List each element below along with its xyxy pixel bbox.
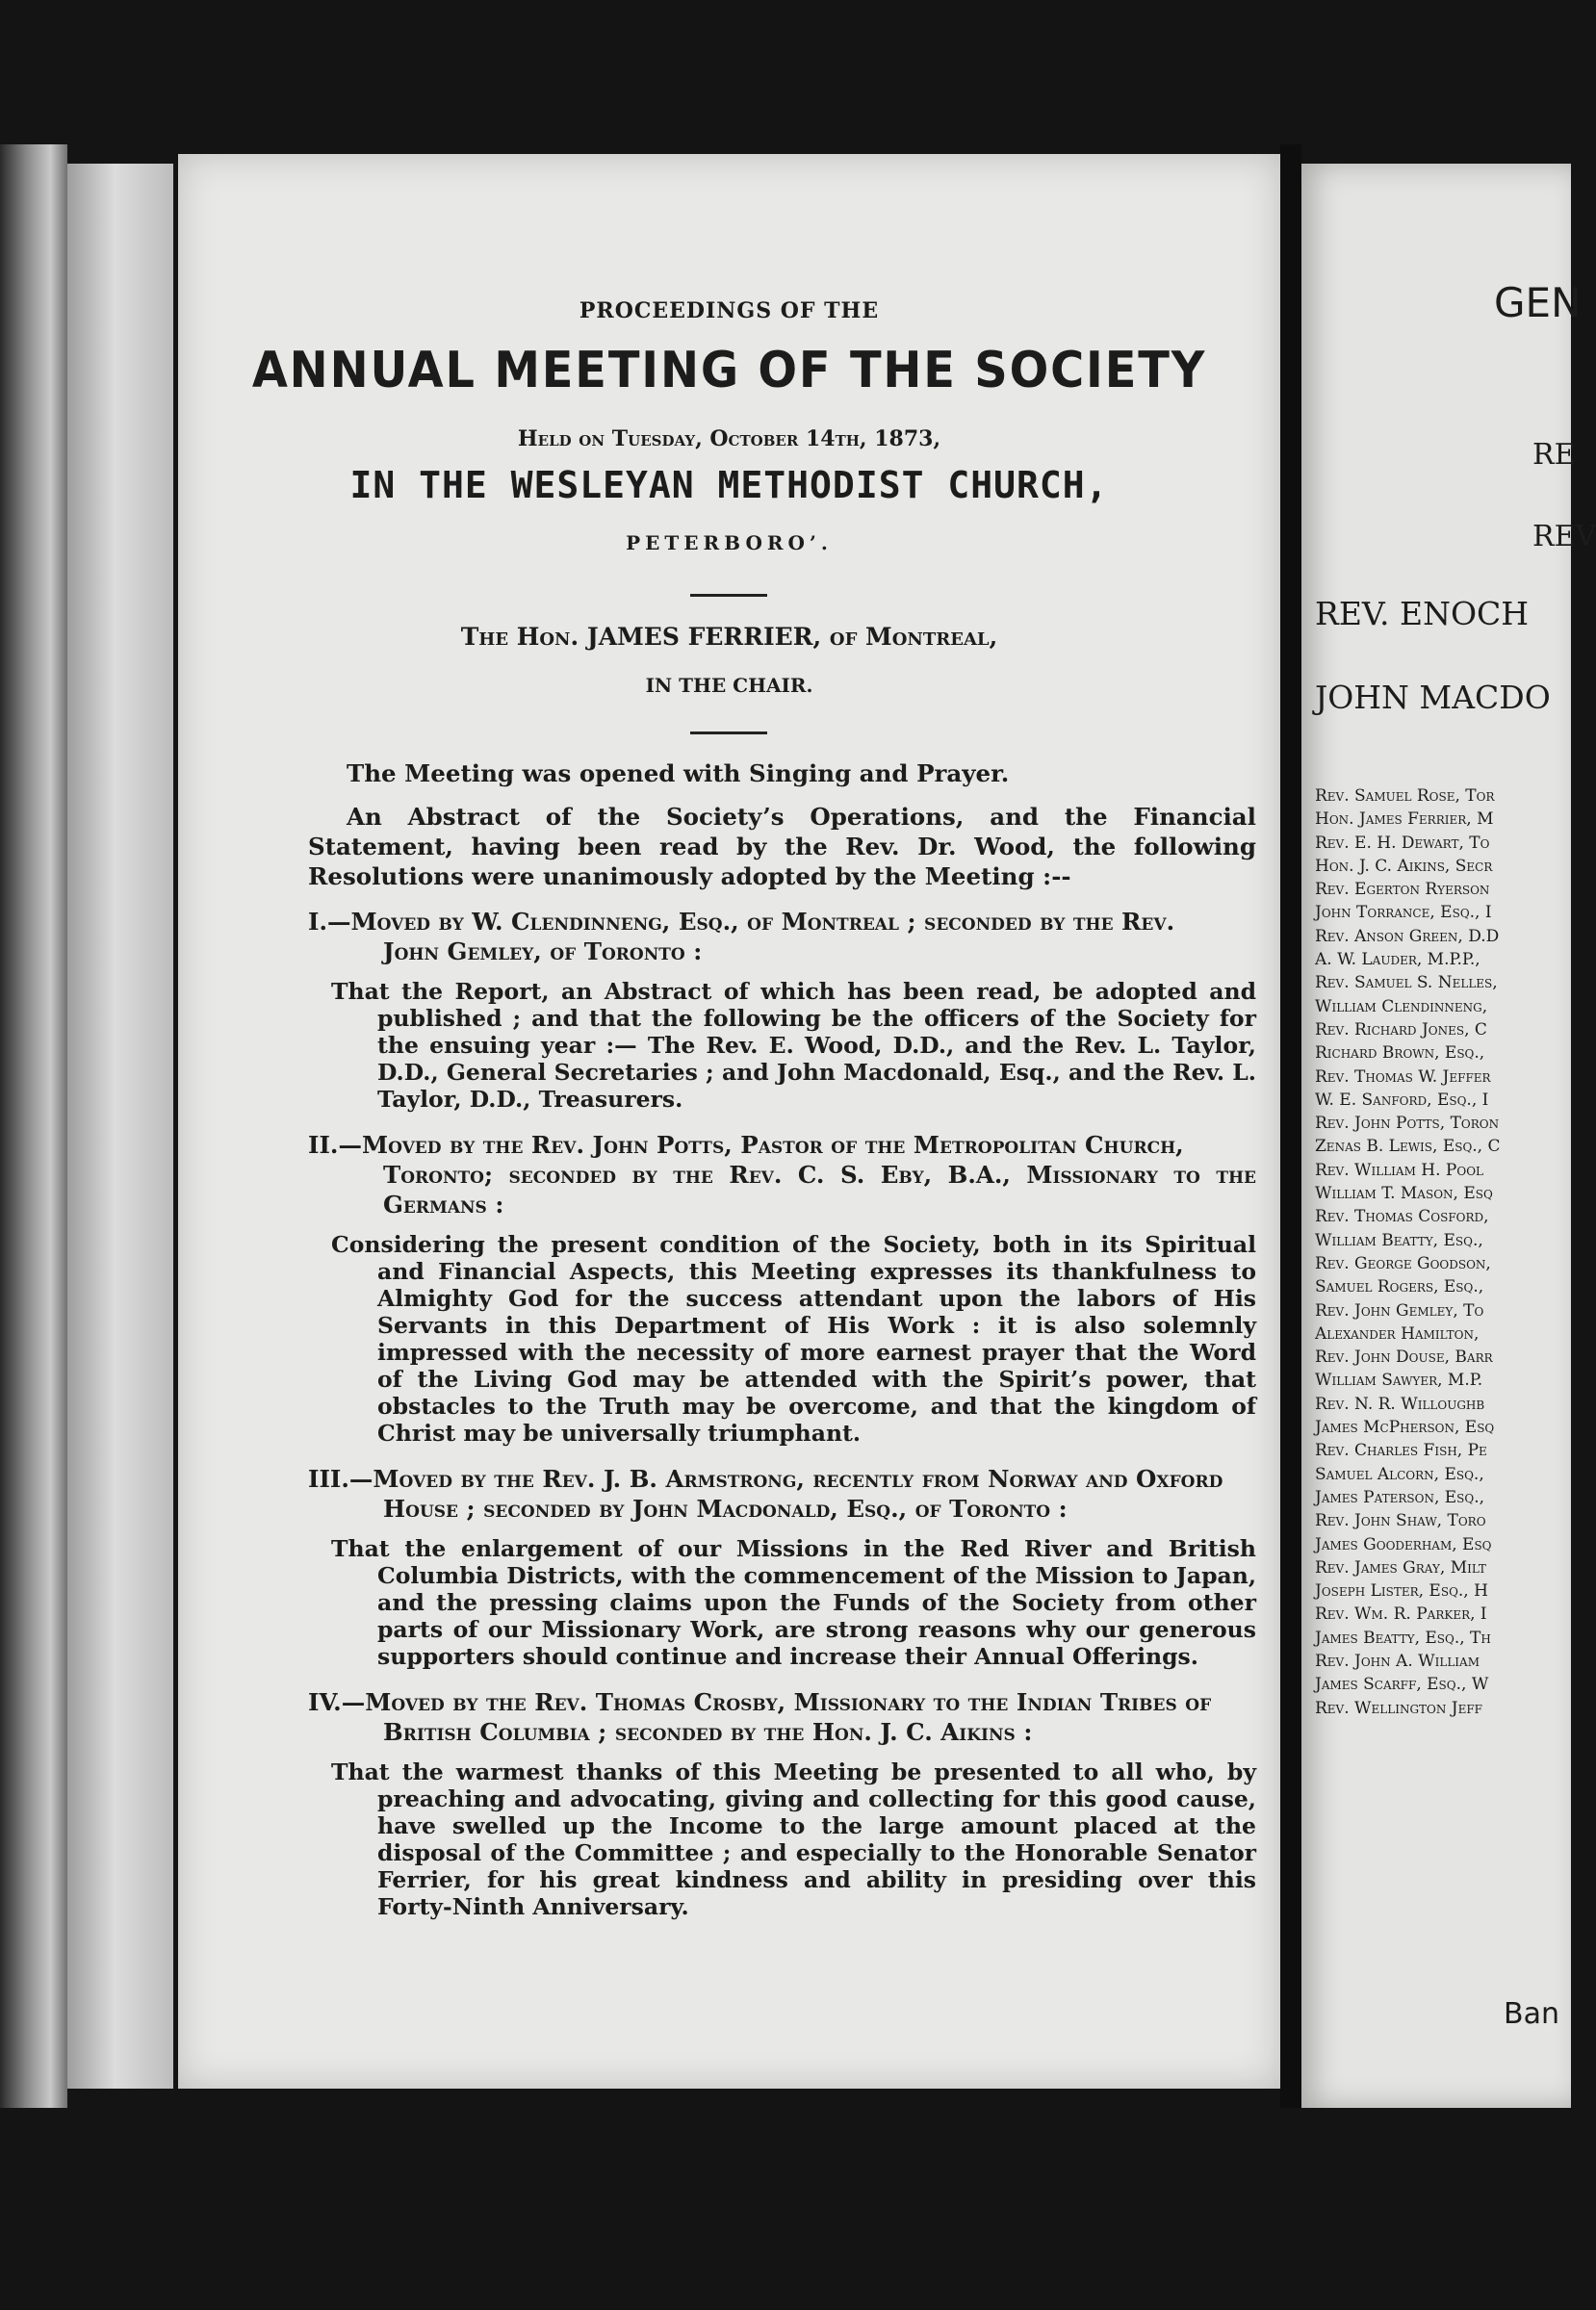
committee-name: Samuel Rogers, Esq., <box>1315 1277 1484 1297</box>
opening-paragraph: The Meeting was opened with Singing and Prayer. <box>347 759 1010 787</box>
committee-name: James Gooderham, Esq <box>1315 1534 1492 1554</box>
resolution-3: That the enlargement of our Missions in the Red River and British Columbia Districts, with the commencement of the Mission to Japan, and the pressing claims upon the Funds of the Society from other parts of our Missionary Work, are strong reasons why our generous supporters should continue and increase their Annual Offerings. <box>331 1535 1256 1670</box>
book-gutter <box>1280 144 1301 2108</box>
motion-mover-cont: House ; seconded by John Macdonald, Esq., of Toronto : <box>383 1495 1068 1523</box>
committee-name: Rev. Samuel S. Nelles, <box>1315 973 1498 993</box>
committee-name: Rev. Anson Green, D.D <box>1315 926 1500 946</box>
committee-name: James Beatty, Esq., Th <box>1315 1628 1491 1648</box>
committee-name: Rev. Charles Fish, Pe <box>1315 1441 1487 1461</box>
committee-name: William Sawyer, M.P. <box>1315 1371 1483 1391</box>
motion-numeral: IV. <box>308 1688 342 1716</box>
right-page-footer: Ban <box>1504 1997 1559 2031</box>
left-page <box>178 154 1280 2089</box>
committee-name: W. E. Sanford, Esq., I <box>1315 1090 1489 1110</box>
chair-line: The Hon. JAMES FERRIER, of Montreal, <box>460 623 998 651</box>
committee-name: Hon. James Ferrier, M <box>1315 809 1494 830</box>
right-page <box>1301 164 1596 2108</box>
committee-name: Rev. Samuel Rose, Tor <box>1315 786 1495 806</box>
motion-mover: —Moved by the Rev. Thomas Crosby, Missionary to the Indian Tribes of <box>341 1688 1212 1716</box>
committee-name: Rev. Thomas W. Jeffer <box>1315 1066 1491 1087</box>
meeting-date: Held on Tuesday, October 14th, 1873, <box>517 426 941 451</box>
right-page-subheading: REV <box>1532 520 1596 553</box>
committee-name: Rev. Egerton Ryerson <box>1315 880 1490 900</box>
abstract-paragraph: An Abstract of the Society’s Operations, and the Financial Statement, having been read by the Rev. Dr. Wood, the following Resolutions were unanimously adopted by the Meeting :-- <box>308 803 1256 890</box>
motion-2 <box>308 1130 1256 1219</box>
committee-name-list <box>1315 784 1501 1720</box>
motion-mover: —Moved by W. Clendinneng, Esq., of Montreal ; seconded by the Rev. <box>327 908 1175 936</box>
committee-name: Joseph Lister, Esq., H <box>1315 1581 1488 1602</box>
right-page-heading: GEN <box>1494 279 1582 326</box>
committee-name: John Torrance, Esq., I <box>1315 903 1492 923</box>
right-page-subheading: RE <box>1532 438 1576 472</box>
committee-name: Richard Brown, Esq., <box>1315 1043 1485 1064</box>
motion-numeral: I. <box>308 908 327 936</box>
committee-name: A. W. Lauder, M.P.P., <box>1315 950 1480 970</box>
right-page-officer: JOHN MACDO <box>1315 679 1551 716</box>
meeting-title: ANNUAL MEETING OF THE SOCIETY <box>251 342 1207 399</box>
committee-name: Rev. Wm. R. Parker, I <box>1315 1604 1487 1625</box>
committee-name: James McPherson, Esq <box>1315 1418 1495 1438</box>
committee-name: William Clendinneng, <box>1315 996 1488 1016</box>
committee-name: Rev. George Goodson, <box>1315 1253 1491 1273</box>
meeting-location: IN THE WESLEYAN METHODIST CHURCH, <box>349 464 1109 506</box>
motion-mover: —Moved by the Rev. John Potts, Pastor of the Metropolitan Church, <box>338 1131 1184 1159</box>
committee-name: James Paterson, Esq., <box>1315 1487 1485 1507</box>
proceedings-heading: PROCEEDINGS OF THE <box>579 298 880 323</box>
motion-3 <box>308 1464 1256 1524</box>
motion-numeral: III. <box>308 1465 349 1493</box>
motion-1 <box>308 907 1256 966</box>
committee-name: Rev. E. H. Dewart, To <box>1315 833 1490 853</box>
committee-name: Alexander Hamilton, <box>1315 1323 1480 1344</box>
committee-name: Hon. J. C. Aikins, Secr <box>1315 856 1493 876</box>
motion-mover: —Moved by the Rev. J. B. Armstrong, recently from Norway and Oxford <box>348 1465 1223 1493</box>
motion-mover-cont: John Gemley, of Toronto : <box>383 937 703 965</box>
motion-mover-cont: British Columbia ; seconded by the Hon. J. C. Aikins : <box>383 1718 1033 1746</box>
committee-name: Rev. John Douse, Barr <box>1315 1348 1493 1368</box>
committee-name: Rev. N. R. Willoughb <box>1315 1394 1485 1414</box>
meeting-town: PETERBORO’. <box>626 531 833 554</box>
committee-name: Rev. John Gemley, To <box>1315 1300 1484 1321</box>
committee-name: Rev. Richard Jones, C <box>1315 1019 1487 1040</box>
committee-name: William T. Mason, Esq <box>1315 1184 1493 1204</box>
committee-name: Rev. James Gray, Milt <box>1315 1557 1486 1578</box>
resolution-4: That the warmest thanks of this Meeting be presented to all who, by preaching and advocating, giving and collecting for this good cause, have swelled up the Income to the large amount placed at the disposal of the Committee ; and especially to the Honorable Senator Ferrier, for his great kindness and ability in presiding over this Forty-Ninth Anniversary. <box>331 1758 1256 1920</box>
committee-name: Rev. Thomas Cosford, <box>1315 1207 1489 1227</box>
divider-rule <box>690 732 767 734</box>
book-page-stack <box>67 164 173 2089</box>
book-left-edge <box>0 144 67 2108</box>
motion-numeral: II. <box>308 1131 339 1159</box>
resolution-2: Considering the present condition of the Society, both in its Spiritual and Financial Aspects, this Meeting expresses its thankfulness to Almighty God for the success attendant upon the labors of His Servants in this Department of His Work : it is also solemnly impressed with the necessity of more earnest prayer that the Word of the Living God may be attended with the Spirit’s power, that obstacles to the Truth may be overcome, and that the kingdom of Christ may be universally triumphant. <box>331 1231 1256 1447</box>
right-page-officer: REV. ENOCH <box>1315 595 1530 632</box>
motion-mover-cont: Toronto; seconded by the Rev. C. S. Eby, B.A., Missionary to the Germans : <box>383 1161 1256 1219</box>
motion-4 <box>308 1687 1256 1747</box>
committee-name: Rev. William H. Pool <box>1315 1160 1483 1180</box>
chair-subline: IN THE CHAIR. <box>645 674 813 697</box>
divider-rule <box>690 594 767 597</box>
committee-name: Rev. John Potts, Toron <box>1315 1114 1500 1134</box>
committee-name: Samuel Alcorn, Esq., <box>1315 1464 1484 1484</box>
committee-name: Rev. John A. William <box>1315 1651 1480 1671</box>
resolution-1: That the Report, an Abstract of which has been read, be adopted and published ; and that the following be the officers of the Society for the ensuing year :— The Rev. E. Wood, D.D., and the Rev. L. Taylor, D.D., General Secretaries ; and John Macdonald, Esq., and the Rev. L. Taylor, D.D., Treasurers. <box>331 978 1256 1113</box>
committee-name: Rev. John Shaw, Toro <box>1315 1511 1486 1531</box>
committee-name: Zenas B. Lewis, Esq., C <box>1315 1137 1501 1157</box>
committee-name: William Beatty, Esq., <box>1315 1230 1483 1250</box>
committee-name: Rev. Wellington Jeff <box>1315 1698 1483 1718</box>
proceedings-body <box>308 758 1256 1938</box>
committee-name: James Scarff, Esq., W <box>1315 1675 1489 1695</box>
